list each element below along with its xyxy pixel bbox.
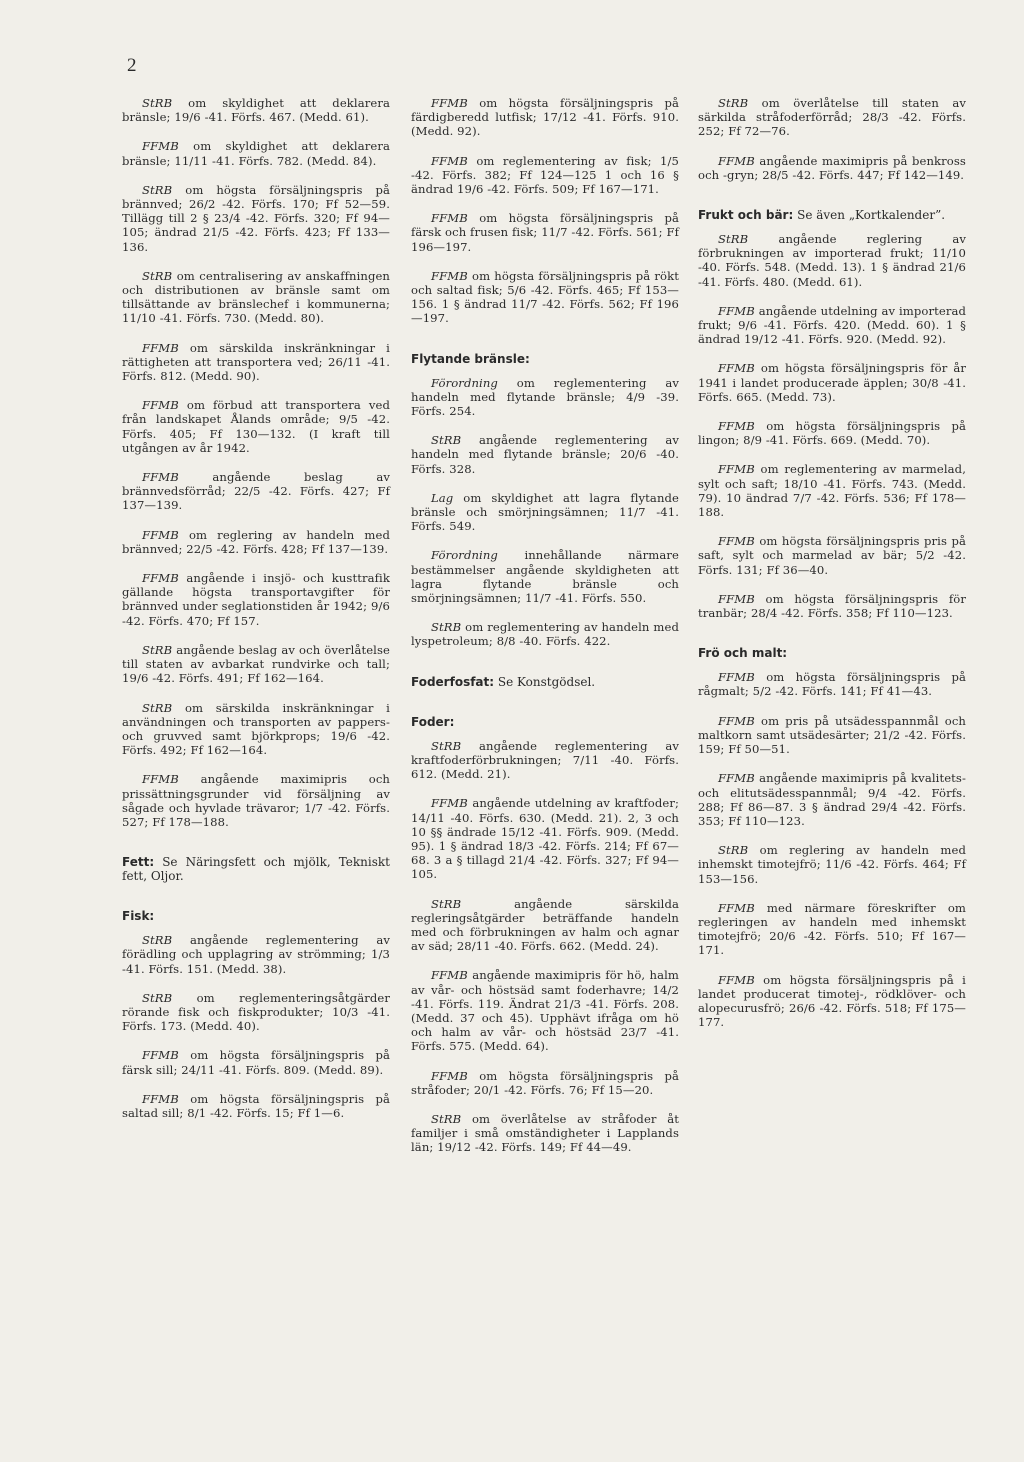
entry-text: om högsta försäljningspris på färdigberedd lutfisk; 17/12 -41. Förfs. 910. (Medd. 92). [411, 96, 680, 139]
heading-word: Flytande bränsle: [411, 351, 530, 366]
entry-agency: Förordning [431, 375, 498, 390]
entry-agency: FFMB [718, 670, 755, 685]
entry [411, 96, 679, 139]
entry-text: om reglementering av handeln med flytande bränsle; 4/9 -39. Förfs. 254. [411, 375, 679, 419]
entry-agency: StRB [142, 700, 173, 715]
entry-agency: FFMB [142, 470, 179, 485]
entry [698, 419, 966, 447]
entry-text: angående reglering av förbrukningen av importerad frukt; 11/10 -40. Förfs. 548. (Medd. 13). 1 § ändrad 21/6 -41. Förfs. 480. (Medd. 61). [698, 232, 966, 289]
entry-text: om reglementering av marmelad, sylt och saft; 18/10 -41. Förfs. 743. (Medd. 79). 10 ändrad 7/7 -42. Förfs. 536; Ff 178—188. [698, 462, 966, 520]
heading-word: Fett: [122, 855, 155, 870]
entry-agency: FFMB [142, 340, 179, 355]
entry-text: om särskilda inskränkningar i rättigheten att transportera ved; 26/11 -41. Förfs. 812. (Medd. 90). [122, 340, 390, 384]
entry-text: angående reglementering av kraftfoderförbrukningen; 7/11 -40. Förfs. 612. (Medd. 21). [411, 738, 679, 782]
entry-text: om överlåtelse av stråfoder åt familjer i små omständigheter i Lapplands län; 19/12 -42. Förfs. 149; Ff 44—49. [411, 1111, 680, 1155]
entry-agency: FFMB [718, 713, 755, 728]
entry-text: om högsta försäljningspris pris på saft, sylt och marmelad av bär; 5/2 -42. Förfs. 131; Ff 36—40. [698, 534, 966, 577]
entry-text: angående maximipris på benkross och -gryn; 28/5 -42. Förfs. 447; Ff 142—149. [698, 153, 966, 182]
entry-agency: FFMB [142, 571, 179, 586]
entry-agency: FFMB [718, 462, 755, 477]
entry [698, 96, 966, 139]
section-heading [411, 352, 679, 366]
entry [698, 304, 966, 347]
entry [122, 643, 390, 686]
entry [122, 933, 390, 976]
entry-agency: Lag [431, 490, 454, 505]
entry-agency: FFMB [718, 900, 755, 915]
entry-text: om centralisering av anskaffningen och distributionen av bränsle samt om tillsättande av bränslechef i kommunerna; 11/10 -41. Förfs. 730. (Medd. 80). [122, 268, 390, 326]
entry-text: om reglementering av fisk; 1/5 -42. Förfs. 382; Ff 124—125 1 och 16 § ändrad 19/6 -42. Förfs. 509; Ff 167—171. [411, 153, 679, 197]
entry-agency: FFMB [142, 1048, 179, 1063]
entry [411, 433, 679, 476]
entry-text: angående utdelning av kraftfoder; 14/11 -40. Förfs. 630. (Medd. 21). 2, 3 och 10 §§ ändrade 15/12 -41. Förfs. 909. (Medd. 95). 1 § ändrad 18/3 -42. Förfs. 214; Ff 67—68. 3 a § tillagd 21/4 -42. Förfs. 327; Ff 94—105. [411, 796, 679, 882]
entry-agency: StRB [718, 232, 749, 247]
entry [122, 701, 390, 758]
entry [411, 1069, 679, 1097]
entry [122, 269, 390, 326]
entry-text: angående i insjö- och kusttrafik gällande högsta transportavgifter för brännved under seglationstiden år 1942; 9/6 -42. Förfs. 470; Ff 157. [122, 571, 390, 628]
section-heading [122, 855, 390, 883]
entry [698, 154, 966, 182]
entry-agency: StRB [142, 933, 173, 948]
heading-word: Fisk: [122, 909, 155, 924]
entry-text: om högsta försäljningspris på stråfoder; 20/1 -42. Förfs. 76; Ff 15—20. [411, 1068, 680, 1097]
entry [411, 897, 679, 954]
section-heading [411, 715, 679, 729]
entry [122, 139, 390, 167]
entry-agency: StRB [718, 843, 749, 858]
entry-agency: FFMB [431, 1068, 468, 1083]
entry [411, 154, 679, 197]
column-2 [411, 96, 679, 1170]
entry-agency: FFMB [431, 968, 468, 983]
heading-note: Se Näringsfett och mjölk, Tekniskt fett, Oljor. [122, 855, 390, 884]
entry [698, 592, 966, 620]
column-3 [698, 96, 966, 1044]
entry [122, 1048, 390, 1076]
entry-agency: FFMB [142, 398, 179, 413]
entry-text: om reglering av handeln med inhemskt timotejfrö; 11/6 -42. Förfs. 464; Ff 153—156. [698, 843, 966, 886]
entry-agency: FFMB [718, 361, 755, 376]
entry [698, 714, 966, 757]
entry-text: om högsta försäljningspris på lingon; 8/9 -41. Förfs. 669. (Medd. 70). [698, 419, 967, 448]
entry-agency: FFMB [431, 796, 468, 811]
column-1 [122, 96, 390, 1135]
entry-text: angående beslag av och överlåtelse till staten av avbarkat rundvirke och tall; 19/6 -42. Förfs. 491; Ff 162—164. [122, 642, 390, 686]
entry-agency: FFMB [142, 139, 179, 154]
entry-text: innehållande närmare bestämmelser angående skyldigheten att lagra flytande bränsle och smörjningsämnen; 11/7 -41. Förfs. 550. [411, 548, 679, 606]
entry-text: angående reglementering av handeln med flytande bränsle; 20/6 -40. Förfs. 328. [411, 433, 679, 476]
entry-text: om högsta försäljningspris på rökt och saltad fisk; 5/6 -42. Förfs. 465; Ff 153—156. 1 § ändrad 11/7 -42. Förfs. 562; Ff 196—197. [411, 268, 679, 326]
entry-text: om högsta försäljningspris på brännved; 26/2 -42. Förfs. 170; Ff 52—59. Tillägg till 2 § 23/4 -42. Förfs. 320; Ff 94—105; ändrad 21/5 -42. Förfs. 423; Ff 133—136. [122, 182, 391, 254]
entry-text: om förbud att transportera ved från landskapet Ålands område; 9/5 -42. Förfs. 405; Ff 130—132. (I kraft till utgången av år 1942. [122, 398, 390, 455]
section-heading [122, 909, 390, 923]
entry-text: om reglementeringsåtgärder rörande fisk och fiskprodukter; 10/3 -41. Förfs. 173. (Medd. 40). [122, 990, 390, 1034]
entry-text: om högsta försäljningspris för tranbär; 28/4 -42. Förfs. 358; Ff 110—123. [698, 591, 966, 621]
entry [411, 269, 679, 326]
entry [122, 341, 390, 384]
entry-agency: FFMB [718, 534, 755, 549]
entry-text: om överlåtelse till staten av särkilda stråfoderförråd; 28/3 -42. Förfs. 252; Ff 72—76. [698, 96, 966, 139]
entry [698, 771, 966, 828]
entry [698, 232, 966, 289]
entry-text: angående utdelning av importerad frukt; 9/6 -41. Förfs. 420. (Medd. 60). 1 § ändrad 19/12 -41. Förfs. 920. (Medd. 92). [698, 303, 967, 347]
entry-text: om reglementering av handeln med lyspetroleum; 8/8 -40. Förfs. 422. [411, 620, 679, 649]
section-heading [698, 208, 966, 222]
entry [698, 462, 966, 519]
entry [411, 796, 679, 881]
entry-agency: FFMB [431, 96, 468, 110]
entry [698, 843, 966, 886]
entry-agency: FFMB [718, 153, 755, 168]
heading-word: Frukt och bär: [698, 208, 794, 223]
entry-agency: FFMB [431, 153, 468, 168]
entry-agency: StRB [431, 896, 462, 911]
page-number: 2 [127, 55, 137, 76]
entry [122, 991, 390, 1034]
entry [698, 670, 966, 698]
entry-agency: FFMB [142, 527, 179, 542]
entry [411, 620, 679, 648]
heading-note: Se Konstgödsel. [497, 674, 596, 689]
entry-agency: FFMB [718, 419, 755, 434]
entry-agency: StRB [718, 96, 749, 110]
entry-text: om skyldighet att deklarera bränsle; 19/6 -41. Förfs. 467. (Medd. 61). [122, 96, 390, 125]
entry-text: om skyldighet att lagra flytande bränsle och smörjningsämnen; 11/7 -41. Förfs. 549. [411, 490, 679, 534]
entry-agency: StRB [431, 1111, 462, 1126]
entry [411, 1112, 679, 1155]
entry-agency: StRB [142, 642, 173, 657]
entry-text: om pris på utsädesspannmål och maltkorn samt utsädesärter; 21/2 -42. Förfs. 159; Ff 50—51. [698, 713, 966, 757]
entry [698, 901, 966, 958]
entry [122, 528, 390, 556]
entry-agency: FFMB [431, 211, 468, 226]
entry-text: om reglering av handeln med brännved; 22/5 -42. Förfs. 428; Ff 137—139. [122, 527, 390, 556]
entry-text: angående beslag av brännvedsförråd; 22/5 -42. Förfs. 427; Ff 137—139. [122, 470, 390, 513]
entry-text: angående särskilda regleringsåtgärder beträffande handeln med och förbrukningen av halm och agnar av säd; 28/11 -40. Förfs. 662. (Medd. 24). [411, 896, 679, 954]
entry [122, 183, 390, 254]
entry [122, 96, 390, 124]
entry-agency: FFMB [718, 771, 755, 786]
entry [411, 548, 679, 605]
entry-agency: FFMB [142, 772, 179, 787]
entry-agency: FFMB [142, 1091, 179, 1106]
section-heading [698, 646, 966, 660]
entry-text: om högsta försäljningspris på färsk och frusen fisk; 11/7 -42. Förfs. 561; Ff 196—197. [411, 211, 680, 254]
entry-text: om högsta försäljningspris på i landet producerat timotej-, rödklöver- och alopecurusfrö; 26/6 -42. Förfs. 518; Ff 175—177. [698, 972, 966, 1030]
entry-text: om högsta försäljningspris på rågmalt; 5/2 -42. Förfs. 141; Ff 41—43. [698, 670, 967, 699]
entry [411, 491, 679, 534]
entry-agency: StRB [431, 620, 462, 635]
entry [122, 772, 390, 829]
heading-note: Se även „Kortkalender”. [797, 208, 946, 223]
entry-text: angående reglementering av förädling och upplagring av strömming; 1/3 -41. Förfs. 151. (Medd. 38). [122, 933, 390, 976]
entry-text: om högsta försäljningspris på saltad sill; 8/1 -42. Förfs. 15; Ff 1—6. [122, 1091, 391, 1120]
entry-text: angående maximipris och prissättningsgrunder vid försäljning av sågade och hyvlade trävaror; 1/7 -42. Förfs. 527; Ff 178—188. [122, 772, 390, 829]
entry [411, 968, 679, 1053]
entry-agency: StRB [142, 268, 173, 283]
entry-agency: StRB [431, 738, 462, 753]
section-heading [411, 675, 679, 689]
entry [411, 739, 679, 782]
entry-agency: StRB [431, 433, 462, 448]
entry-text: om skyldighet att deklarera bränsle; 11/11 -41. Förfs. 782. (Medd. 84). [122, 139, 390, 168]
entry-text: med närmare föreskrifter om regleringen av handeln med inhemskt timotejfrö; 20/6 -42. Förfs. 510; Ff 167—171. [698, 900, 966, 958]
entry-agency: FFMB [431, 268, 468, 283]
entry [122, 571, 390, 628]
entry [411, 376, 679, 419]
entry-text: om högsta försäljningspris för år 1941 i landet producerade äpplen; 30/8 -41. Förfs. 665. (Medd. 73). [698, 361, 966, 404]
entry [698, 534, 966, 577]
entry-text: om högsta försäljningspris på färsk sill; 24/11 -41. Förfs. 809. (Medd. 89). [122, 1048, 391, 1077]
entry [411, 211, 679, 254]
entry [698, 361, 966, 404]
entry-text: angående maximipris för hö, halm av vår- och höstsäd samt foderhavre; 14/2 -41. Förfs. 119. Ändrat 21/3 -41. Förfs. 208. (Medd. 37 och 45). Upphävt ifråga om hö och halm av vår- och höstsäd 23/7 -41. Förfs. 575. (Medd. 64). [411, 968, 679, 1054]
entry [122, 470, 390, 513]
entry-text: om särskilda inskränkningar i användningen och transporten av pappers- och gruvved samt björkprops; 19/6 -42. Förfs. 492; Ff 162—164. [122, 700, 390, 758]
entry [698, 973, 966, 1030]
entry [122, 398, 390, 455]
entry-agency: StRB [142, 182, 173, 197]
heading-word: Foderfosfat: [411, 674, 495, 689]
entry-agency: FFMB [718, 303, 755, 318]
entry-agency: StRB [142, 96, 173, 110]
entry-agency: FFMB [718, 591, 755, 606]
entry-text: angående maximipris på kvalitets- och elitutsädesspannmål; 9/4 -42. Förfs. 288; Ff 86—87. 3 § ändrad 29/4 -42. Förfs. 353; Ff 110—123. [698, 771, 966, 828]
entry [122, 1092, 390, 1120]
entry-agency: StRB [142, 990, 173, 1005]
heading-word: Foder: [411, 714, 455, 729]
entry-agency: Förordning [431, 548, 498, 563]
entry-agency: FFMB [718, 972, 755, 987]
heading-word: Frö och malt: [698, 646, 788, 661]
